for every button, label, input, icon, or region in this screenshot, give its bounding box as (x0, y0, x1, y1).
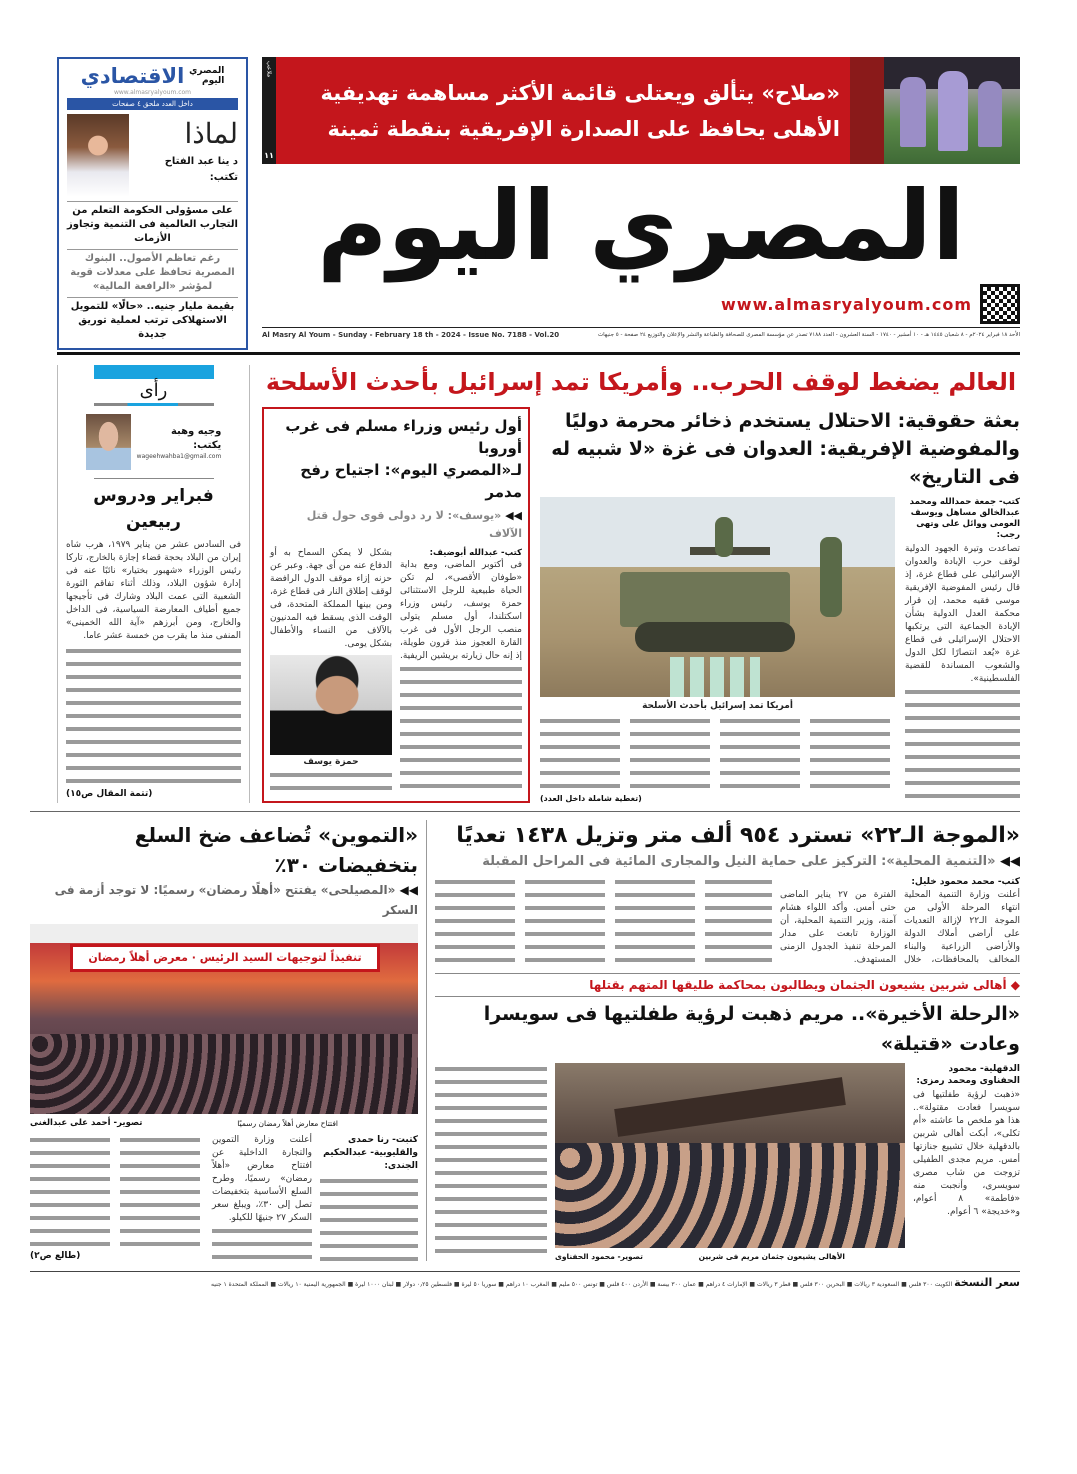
interview-text-filler (400, 663, 522, 795)
main-headline[interactable]: العالم يضغط لوقف الحرب.. وأمريكا تمد إسرائيل بأحدث الأسلحة (265, 368, 1017, 396)
gaza-title-2[interactable]: والمفوضية الإفريقية: العدوان فى غزة «لا شبيه له فى التاريخ» (551, 438, 1020, 488)
economic-supplement-box[interactable] (57, 57, 248, 350)
interview-text-filler (270, 769, 392, 795)
gaza-text: تصاعدت وتيرة الجهود الدولية لوقف حرب الإبادة والعدوان الإسرائيلى على قطاع غزة، إذ قال رئيس المفوضية الإفريقية موسى فقيه محمد، إن قرار محكمة العدل الدولية بشأن الإبادة الجماعية التى يرتكبها الاحتلال الإسرائيلى فى قطاع غزة «يُعد انتصارًا لكل الدول والشعوب المساندة للقضية الفلسطينية». (905, 544, 1020, 684)
supplement-item-3[interactable]: بقيمة مليار جنيه.. «حالًا» للتمويل الاستهلاكى ترتب لعملية توريق جديدة (67, 297, 238, 342)
masthead-rule (57, 352, 1020, 355)
gaza-text-filler (540, 715, 895, 792)
dateline-ar: الأحد ١٨ فبراير ٢٠٢٤م - ٨ شعبان ١٤٤٥ هـ - ١٠ أمشير - ١٧٤٠ - السنة العشرون - العدد ٧١٨٨ تصدر عن مؤسسة المصرى للصحافة والطباعة والنشر والإعلان والتوزيع ٢٤ صفحة - ٥ جنيهات (597, 332, 1020, 338)
writer-label: تكتب: (209, 172, 238, 183)
price-label: سعر النسخة (954, 1276, 1020, 1289)
gaza-byline: كتب- جمعة حمدالله ومحمد عبدالخالق مساهل ويوسف العومى ووائل على وتهى رجب: (909, 497, 1020, 540)
wave22-title[interactable]: «الموجة الـ٢٢» تسترد ٩٥٤ ألف متر وتزيل ١٤٣٨ تعديًا (456, 823, 1020, 848)
interview-subtitle (270, 507, 522, 543)
double-arrow-icon: ◀◀ (1000, 854, 1020, 869)
qr-code[interactable] (980, 284, 1020, 324)
supplement-item-2[interactable]: رغم تعاظم الأصول.. البنوك المصرية تحافظ على معدلات قوية لمؤشر «الرافعة المالية» (67, 249, 238, 294)
interview-title-1[interactable]: أول رئيس وزراء مسلم فى غرب أوروبا (285, 417, 522, 457)
opinion-text-filler (66, 645, 241, 787)
israeli-tank-photo (540, 497, 895, 697)
supplement-logo: الاقتصادي (80, 64, 185, 88)
wave22-text: أعلنت وزارة التنمية المحلية انتهاء المرحلة الأولى من الموجة الـ٢٢ لإزالة التعديات على أراضى أملاك الدولة والأراضى الزراعية والبناء المخالف بالمحافظات، خلال الفترة من ٢٧ يناير الماضى حتى أمس. وأكد اللواء هشام آمنة، وزير التنمية المحلية، أن الوزارة تابعت على مدار المرحلة تنفيذ الجدول الزمنى المستهدف. (780, 890, 1020, 965)
sports-headline-1[interactable]: «صلاح» يتألق ويعتلى قائمة الأكثر مساهمة تهديفية (320, 80, 840, 105)
opinion-column[interactable] (57, 365, 250, 803)
double-arrow-icon: ◀◀ (399, 883, 418, 897)
funeral-photo-caption: الأهالى يشيعون جثمان مريم فى شربين (698, 1252, 845, 1261)
maryam-title[interactable]: «الرحلة الأخيرة».. مريم ذهبت لرؤية طفلتيها فى سويسرا وعادت «قتيلة» (483, 1003, 1020, 1055)
supplement-banner: داخل العدد ملحق ٤ صفحات (67, 98, 238, 110)
sports-headline-2[interactable]: الأهلى يحافظ على الصدارة الإفريقية بنقطة ثمينة (327, 116, 840, 141)
wave22-byline: كتب- محمد محمود خليل: (911, 877, 1020, 887)
opinion-author-label: يكتب: (193, 439, 222, 451)
tamwin-byline: كتبت- رنا حمدى والقليوبية- عبدالحكيم الجندى: (323, 1135, 418, 1171)
opinion-email[interactable]: wageehwahba1@gmail.com (136, 452, 222, 460)
maryam-kicker-text: أهالى شربين يشيعون الجثمان ويطالبون بمحاكمة طليقها المتهم بقتلها (589, 978, 1007, 992)
maryam-text: «ذهبت لرؤية طفلتيها فى سويسرا فعادت مقتولة».. هذا هو ملخص ما عاشته «أم تكلى»، أبكت أهالى شربين بالدقهلية خلال تشييع جنازتها أمس. مريم مجدى الطفيلى تزوجت من شاب مصرى سويسرى، وأنجبت منه «فاطمة» ٨ أعوام، و«خديجة» ٦ أعوام. (913, 1090, 1020, 1217)
tank-photo-caption: أمريكا تمد إسرائيل بأحدث الأسلحة (642, 701, 793, 711)
gaza-title-1[interactable]: بعثة حقوقية: الاحتلال يستخدم ذخائر محرمة دوليًا (565, 410, 1020, 432)
interview-title-2[interactable]: لـ«المصري اليوم»: اجتياح رفح مدمر (300, 461, 522, 501)
tamwin-text: أعلنت وزارة التموين والتجارة الداخلية عن افتتاح معارض «أهلاً رمضان» رسميًا، وطرح السلع الأساسية بتخفيضات تصل إلى ٣٠٪، ويبلغ سعر السكر ٢٧ جنيهًا للكيلو. (212, 1135, 312, 1223)
supplement-logo-url: www.almasryalyoum.com (113, 89, 192, 96)
tamwin-subtitle (30, 880, 418, 920)
masthead-area (262, 57, 1020, 342)
gaza-coverage-note[interactable]: (تغطية شاملة داخل العدد) (540, 794, 642, 803)
ramadan-fair-photo (30, 924, 418, 1114)
tamwin-subtitle-text: «المصيلحى» يفتتح «أهلًا رمضان» رسميًا: لا توجد أزمة فى السكر (54, 883, 418, 917)
interview-byline: كتب- عبدالله أبوضيف: (429, 548, 522, 558)
interview-subtitle-text: «يوسف»: لا رد دولى قوى حول قتل الآلاف (306, 509, 522, 540)
sports-section-label: ملاعب (265, 61, 273, 78)
hamza-photo-caption: حمزة يوسف (303, 757, 359, 767)
opinion-continued[interactable]: (تتمة المقال ص١٥) (66, 789, 153, 799)
price-footer (30, 1271, 1020, 1292)
double-arrow-icon: ◀◀ (505, 509, 522, 522)
wave22-subtitle-text: «التنمية المحلية»: التركيز على حماية النيل والمجارى المائية فى المراحل المقبلة (482, 854, 996, 869)
tamwin-photo-caption: افتتاح معارض أهلاً رمضان رسميًا (237, 1118, 338, 1128)
wave22-subtitle (435, 852, 1020, 872)
gaza-text-filler (905, 686, 1020, 803)
diamond-icon: ◆ (1010, 978, 1020, 992)
sports-banner[interactable] (262, 57, 1020, 164)
opinion-title[interactable]: فبراير ودروس ربيعين (93, 486, 214, 532)
funeral-photo-credit: تصوير- محمود الحفناوى (555, 1252, 643, 1261)
maryam-kicker[interactable] (435, 974, 1020, 996)
fair-banner-text: تنفيذاً لتوجيهات السيد الرئيس · معرض أهلاً رمضان (70, 944, 380, 972)
tamwin-continued[interactable]: (طالع ص٢) (30, 1251, 81, 1261)
interview-text-1: فى أكتوبر الماضى، ومع بداية «طوفان الأقصى»، لم تكن الحياة طبيعية للرجل الاستثنائى حمزة يوسف، رئيس وزراء اسكتلندا، أول مسلم يتولى منصب الرجل الأول فى غرب القارة العجوز منذ قرون طويلة، إذ إنه حال زيارته بريشين الريفية. (400, 560, 522, 661)
tamwin-photo-credit: تصوير- أحمد على عبدالغنى (30, 1118, 143, 1128)
salah-photo (850, 57, 1020, 164)
tamwin-title[interactable]: «التموين» تُضاعف ضخ السلع بتخفيضات ٣٠٪ (134, 823, 418, 877)
interview-text-2: بشكل لا يمكن السماح به أو الدفاع عنه من أى جهة. وعبر عن حزنه إزاء موقف الدول الرافضة لوقف إطلاق النار فى قطاع غزة، ومن بينها المملكة المتحدة، فى الوقت الذى يسقط فيه المدنيون بالآلاف من النساء والأطفال بشكل يومى. (270, 548, 392, 649)
masthead-logo: المصري اليوم (317, 170, 965, 282)
price-list: الكويت ٣٠٠ فلس ■ السعودية ٣ ريالات ■ البحرين ٣٠٠ فلس ■ قطر ٣ ريالات ■ الإمارات ٤ دراهم ■ عمان ٣٠٠ بيسة ■ الأردن ٤٠٠ فلس ■ تونس ٥٠٠ مليم ■ المغرب ١٠ دراهم ■ سوريا ٥٠ ليرة ■ فلسطين ٠٫٢٥ دولار ■ لبنان ١٠٠٠ ليرة ■ الجمهورية اليمنية ١٠ ريالات ■ المملكة المتحدة ١ جنيه (211, 1281, 953, 1288)
dateline-en: Al Masry Al Youm - Sunday - February 18 th - 2024 - Issue No. 7188 - Vol.20 (262, 331, 560, 339)
maryam-byline: الدقهلية- محمود الحفناوى ومحمد رمزى: (916, 1064, 1020, 1086)
calligraphy-title: لماذا (184, 117, 238, 150)
opinion-label: رأى (139, 380, 168, 401)
supplement-logo-top: المصري اليوم (189, 66, 225, 86)
supplement-item-1[interactable]: على مسؤولى الحكومة التعلم من التجارب العالمية فى التنمية وتجاوز الأزمات (67, 201, 238, 246)
hamza-yousaf-photo (270, 655, 392, 755)
gaza-story[interactable] (540, 407, 1020, 803)
sports-page-number: ١١ (264, 151, 274, 160)
website-url[interactable]: www.almasryalyoum.com (721, 294, 972, 314)
opinion-author: وجيه وهبة (170, 425, 222, 437)
writer-name: د ينا عبد الفتاح (164, 156, 238, 167)
opinion-text: فى السادس عشر من يناير ١٩٧٩، هرب شاه إيران من البلاد بحجة قضاء إجازة بالخارج، تاركا رئيس الوزراء «شهبور بختيار» نائبًا عنه فى إدارة شؤون البلاد، وذلك أثناء تفاقم الثورة الشعبية التى عمت البلاد وشارك فى تأجيجها جميع أطياف المعارضة السياسية، فى الداخل والخارج، ومن أبرزهم «آية الله الخمينى» المنفى منذ ما يقرب من خمسة عشر عاما. (66, 540, 241, 641)
writer-photo (67, 114, 129, 197)
tamwin-story[interactable] (30, 820, 418, 1261)
funeral-photo (555, 1063, 905, 1248)
author-photo (86, 414, 131, 470)
interview-box[interactable] (262, 407, 530, 803)
top-section (57, 57, 1020, 350)
